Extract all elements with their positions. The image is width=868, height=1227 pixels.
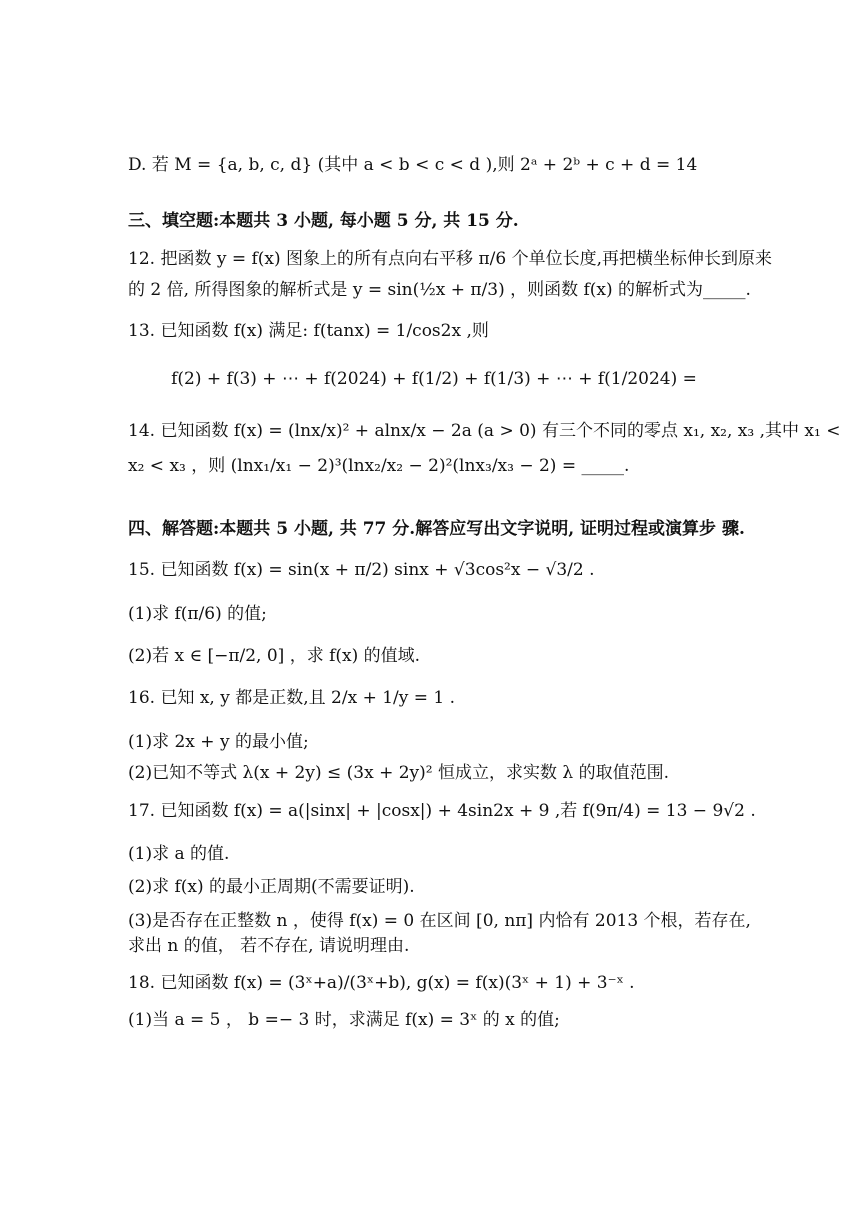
question-18-part-1: (1)当 a = 5 ， b =− 3 时，求满足 f(x) = 3ˣ 的 x 的值; — [128, 1010, 560, 1030]
question-17-stem: 17. 已知函数 f(x) = a(|sinx| + |cosx|) + 4sin2x + 9 ,若 f(9π/4) = 13 − 9√2 . — [128, 801, 756, 821]
question-15-part-1: (1)求 f(π/6) 的值; — [128, 604, 267, 624]
option-d: D. 若 M = {a, b, c, d} (其中 a < b < c < d ),则 2ᵃ + 2ᵇ + c + d = 14 — [128, 155, 698, 175]
question-17-part-1: (1)求 a 的值. — [128, 844, 230, 864]
question-16-part-2: (2)已知不等式 λ(x + 2y) ≤ (3x + 2y)² 恒成立，求实数 λ 的取值范围. — [128, 763, 669, 783]
question-16-stem: 16. 已知 x, y 都是正数,且 2/x + 1/y = 1 . — [128, 688, 456, 708]
question-12-line-2: 的 2 倍, 所得图象的解析式是 y = sin(½x + π/3) ，则函数 f(x) 的解析式为_____. — [128, 280, 751, 300]
question-14-line-2: x₂ < x₃ ，则 (lnx₁/x₁ − 2)³(lnx₂/x₂ − 2)²(lnx₃/x₃ − 2) = _____. — [128, 456, 630, 476]
question-17-part-3-line-2: 求出 n 的值， 若不存在, 请说明理由. — [128, 936, 410, 956]
question-17-part-2: (2)求 f(x) 的最小正周期(不需要证明). — [128, 877, 415, 897]
question-16-part-1: (1)求 2x + y 的最小值; — [128, 732, 309, 752]
question-13-line-1: 13. 已知函数 f(x) 满足: f(tanx) = 1/cos2x ,则 — [128, 321, 489, 341]
question-14-line-1: 14. 已知函数 f(x) = (lnx/x)² + alnx/x − 2a (a > 0) 有三个不同的零点 x₁, x₂, x₃ ,其中 x₁ < — [128, 421, 841, 441]
question-17-part-3-line-1: (3)是否存在正整数 n ，使得 f(x) = 0 在区间 [0, nπ] 内恰有 2013 个根，若存在, — [128, 911, 751, 931]
question-12-line-1: 12. 把函数 y = f(x) 图象上的所有点向右平移 π/6 个单位长度,再把横坐标伸长到原来 — [128, 249, 772, 269]
question-13-formula: f(2) + f(3) + ⋯ + f(2024) + f(1/2) + f(1/3) + ⋯ + f(1/2024) = — [171, 369, 697, 389]
question-15-part-2: (2)若 x ∈ [−π/2, 0] ，求 f(x) 的值域. — [128, 646, 421, 666]
section-4-heading: 四、解答题:本题共 5 小题, 共 77 分.解答应写出文字说明, 证明过程或演算步 骤. — [128, 519, 745, 539]
section-3-heading: 三、填空题:本题共 3 小题, 每小题 5 分, 共 15 分. — [128, 211, 519, 231]
question-15-stem: 15. 已知函数 f(x) = sin(x + π/2) sinx + √3cos²x − √3/2 . — [128, 560, 595, 580]
question-18-stem: 18. 已知函数 f(x) = (3ˣ+a)/(3ˣ+b), g(x) = f(x)(3ˣ + 1) + 3⁻ˣ . — [128, 973, 635, 993]
